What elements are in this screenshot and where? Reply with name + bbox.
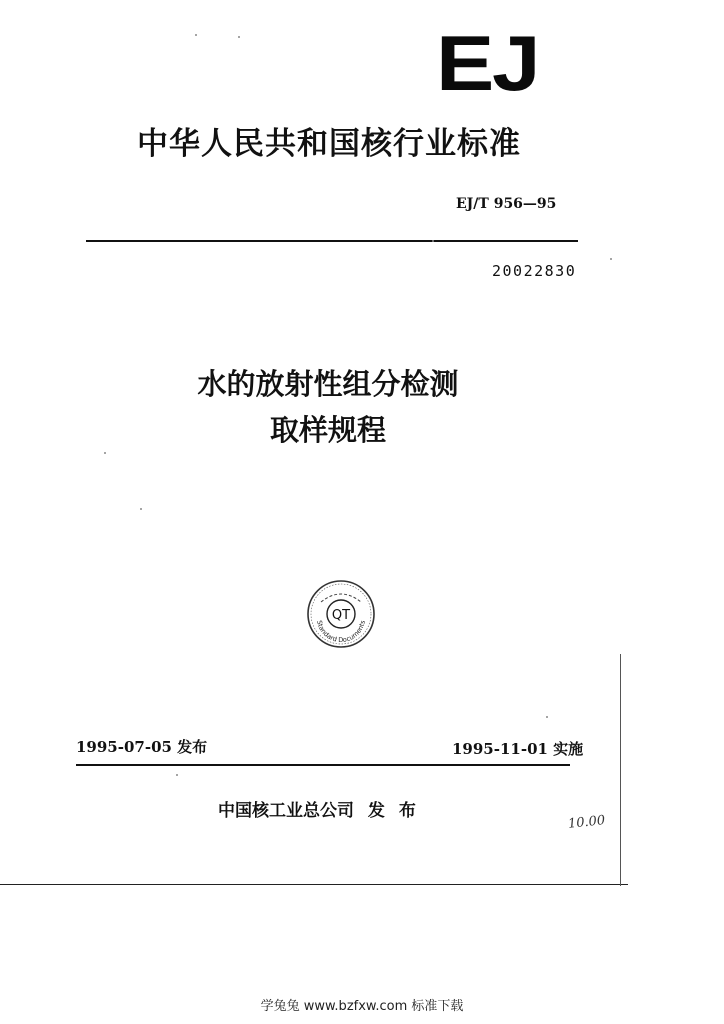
implement-date: 1995-11-01 实施 <box>452 740 584 758</box>
document-number: 20022830 <box>492 262 577 280</box>
standard-category-title: 中华人民共和国核行业标准 <box>137 126 521 162</box>
document-title-line2: 取样规程 <box>269 413 386 447</box>
scan-speck <box>610 258 612 260</box>
seal-center-text: QT <box>331 608 351 623</box>
publisher-line: 中国核工业总公司 发 布 <box>218 801 416 821</box>
scan-speck <box>546 716 548 718</box>
bottom-divider <box>76 764 570 766</box>
ej-logo: EJ <box>436 19 539 107</box>
standard-code: EJ/T 956—95 <box>456 196 557 212</box>
library-seal-stamp <box>305 578 377 650</box>
scan-speck <box>238 36 240 38</box>
top-divider <box>86 240 578 242</box>
scan-edge-horizontal <box>0 884 628 885</box>
document-title-line1: 水的放射性组分检测 <box>197 367 459 401</box>
scan-edge-vertical <box>620 654 621 886</box>
scan-speck <box>195 34 197 36</box>
publish-date: 1995-07-05 发布 <box>76 738 208 756</box>
scan-speck <box>140 508 142 510</box>
handwritten-note: 10.00 <box>567 813 606 832</box>
scan-speck <box>432 240 434 242</box>
scan-speck <box>176 774 178 776</box>
footer-watermark: 学兔兔 www.bzfxw.com 标准下载 <box>260 999 464 1014</box>
scan-speck <box>104 452 106 454</box>
seal-ring-text: Standard Documents <box>315 619 367 645</box>
